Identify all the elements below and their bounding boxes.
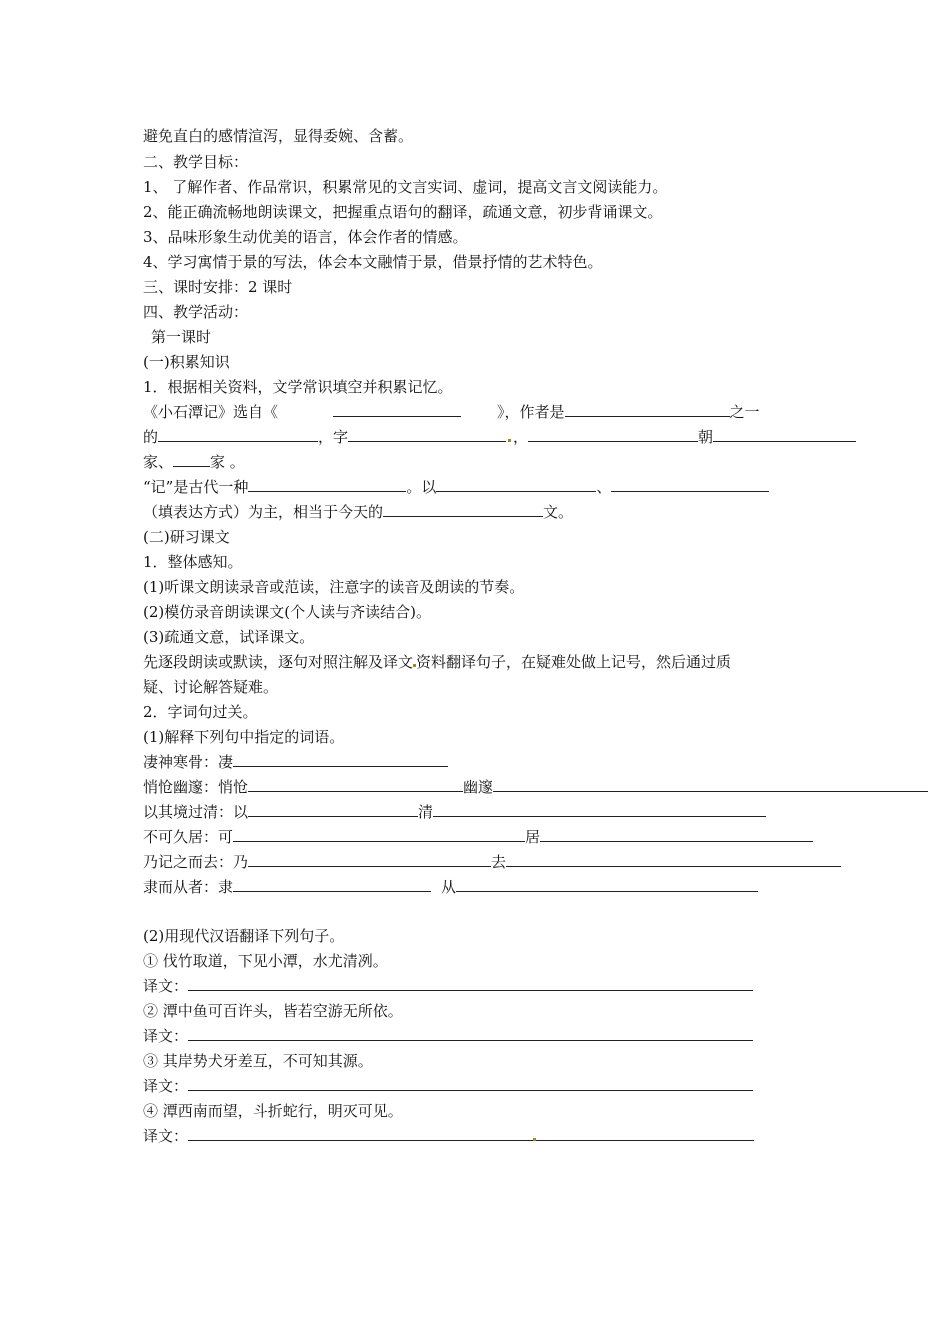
step-1-1: (1)听课文朗读录音或范读，注意字的读音及朗读的节奏。	[143, 578, 525, 596]
blank[interactable]	[248, 777, 463, 792]
goal-item: 4、学习寓情于景的写法，体会本文融情于景，借景抒情的艺术特色。	[143, 253, 603, 271]
blank[interactable]	[158, 427, 318, 442]
paragraph-text: 资料翻译句子，在疑难处做上记号，然后通过质	[416, 653, 732, 671]
translation-row	[143, 1076, 753, 1096]
fill-line-4	[143, 477, 769, 497]
word-row	[143, 877, 758, 897]
schedule-line: 三、课时安排：2 课时	[143, 278, 293, 296]
step-2: 2．字词句过关。	[143, 703, 258, 721]
word-target: 清	[418, 803, 434, 821]
word-row	[143, 802, 766, 822]
step-2-2: (2)用现代汉语翻译下列句子。	[143, 927, 345, 945]
word-phrase: 以其境过清：	[143, 803, 234, 821]
blank[interactable]	[540, 827, 813, 842]
blank[interactable]	[248, 477, 406, 492]
blank[interactable]	[233, 827, 525, 842]
blank[interactable]	[713, 427, 856, 442]
word-target: 可	[218, 828, 234, 846]
fill-line-2	[143, 427, 856, 447]
translation-row	[143, 976, 753, 996]
goal-item: 1、 了解作者、作品常识，积累常见的文言实词、虚词，提高文言文阅读能力。	[143, 178, 668, 196]
step-1: 1．整体感知。	[143, 553, 243, 571]
sentence: ① 伐竹取道，下见小潭，水尤清冽。	[143, 952, 388, 970]
fill-text: “记”是古代一种	[143, 478, 249, 496]
word-target: 居	[525, 828, 541, 846]
translation-label: 译文：	[143, 977, 189, 995]
fill-text: ，字	[318, 428, 349, 446]
translation-blank[interactable]	[188, 1076, 753, 1091]
part2-heading: (二)研习课文	[143, 528, 230, 546]
fill-text: 的	[143, 428, 159, 446]
lesson-title: 第一课时	[151, 328, 212, 346]
word-target: 幽邃	[463, 778, 494, 796]
speck-mark	[508, 439, 511, 442]
blank[interactable]	[611, 477, 769, 492]
word-target: 乃	[233, 853, 249, 871]
instruction-paragraph-cont: 疑、讨论解答疑难。	[143, 678, 279, 696]
goals-heading: 二、教学目标：	[143, 153, 249, 171]
blank[interactable]	[436, 477, 596, 492]
part1-heading: (一)积累知识	[143, 353, 230, 371]
word-target: 以	[233, 803, 249, 821]
word-phrase: 凄神寒骨：	[143, 753, 219, 771]
translation-blank[interactable]	[188, 1026, 753, 1041]
fill-text: （填表达方式）为主，相当于今天的	[143, 503, 384, 521]
activities-heading: 四、教学活动：	[143, 303, 249, 321]
blank[interactable]	[456, 877, 758, 892]
blank[interactable]	[565, 402, 730, 417]
blank[interactable]	[248, 852, 491, 867]
step-2-1: (1)解释下列句中指定的词语。	[143, 728, 345, 746]
translation-label: 译文：	[143, 1127, 189, 1145]
word-phrase: 悄怆幽邃：	[143, 778, 219, 796]
translation-row	[143, 1026, 753, 1046]
question-1: 1．根据相关资料，文学常识填空并积累记忆。	[143, 378, 453, 396]
sentence: ② 潭中鱼可百许头，皆若空游无所依。	[143, 1002, 403, 1020]
translation-blank[interactable]	[188, 1126, 533, 1141]
word-row	[143, 777, 928, 797]
word-row	[143, 852, 841, 872]
word-target: 凄	[218, 753, 234, 771]
word-phrase: 隶而从者：	[143, 878, 219, 896]
word-phrase: 乃记之而去：	[143, 853, 234, 871]
fill-text: 之一	[729, 403, 760, 421]
fill-text: 朝	[698, 428, 714, 446]
goal-item: 2、能正确流畅地朗读课文，把握重点语句的翻译，疏通文意，初步背诵课文。	[143, 203, 663, 221]
word-row	[143, 752, 448, 772]
step-1-3: (3)疏通文意，试译课文。	[143, 628, 315, 646]
word-row	[143, 827, 813, 847]
word-phrase: 不可久居：	[143, 828, 219, 846]
word-target: 从	[441, 878, 457, 896]
blank[interactable]	[248, 802, 418, 817]
blank[interactable]	[433, 802, 766, 817]
goal-item: 3、品味形象生动优美的语言，体会作者的情感。	[143, 228, 468, 246]
word-target: 去	[491, 853, 507, 871]
translation-label: 译文：	[143, 1077, 189, 1095]
translation-label: 译文：	[143, 1027, 189, 1045]
blank[interactable]	[506, 852, 841, 867]
word-target: 悄怆	[218, 778, 249, 796]
blank[interactable]	[348, 427, 506, 442]
sentence: ④ 潭西南而望，斗折蛇行，明灭可见。	[143, 1102, 403, 1120]
fill-text: 》，作者是	[497, 403, 565, 421]
fill-line-5	[143, 502, 573, 522]
sentence: ③ 其岸势犬牙差互，不可知其源。	[143, 1052, 373, 1070]
intro-tail: 避免直白的感情渲泻，显得委婉、含蓄。	[143, 127, 414, 145]
fill-text: 文。	[543, 503, 574, 521]
fill-line-3	[143, 452, 245, 472]
blank[interactable]	[233, 877, 431, 892]
fill-text: 家、	[143, 453, 174, 471]
fill-text: 。以	[406, 478, 437, 496]
fill-text: 家 。	[210, 453, 245, 471]
word-target: 隶	[218, 878, 234, 896]
blank[interactable]	[173, 452, 210, 467]
fill-text: 《小石潭记》选自《	[143, 403, 279, 421]
instruction-paragraph	[143, 652, 731, 672]
fill-line-1	[143, 402, 760, 422]
step-1-2: (2)模仿录音朗读课文(个人读与齐读结合)。	[143, 603, 431, 621]
blank[interactable]	[333, 402, 461, 417]
blank[interactable]	[383, 502, 543, 517]
translation-blank[interactable]	[188, 976, 753, 991]
fill-text: ，	[513, 428, 529, 446]
blank[interactable]	[493, 777, 928, 792]
translation-row	[143, 1126, 754, 1146]
blank[interactable]	[528, 427, 698, 442]
fill-text: 、	[596, 478, 612, 496]
paragraph-text: 先逐段朗读或默读，逐句对照注解及译文	[143, 653, 414, 671]
translation-blank[interactable]	[536, 1126, 754, 1141]
blank[interactable]	[233, 752, 448, 767]
